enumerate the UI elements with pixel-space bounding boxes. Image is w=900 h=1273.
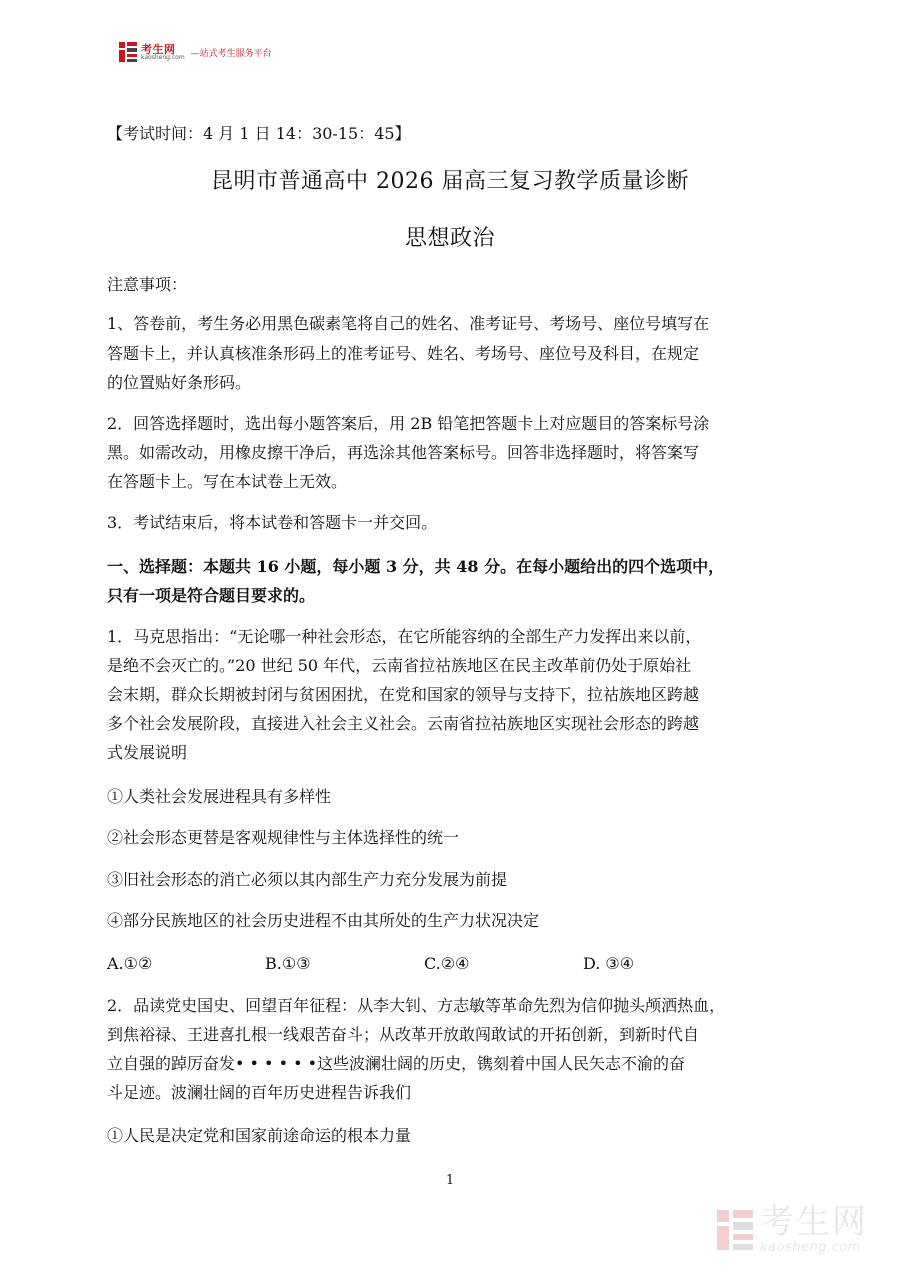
section-heading-line: 一、选择题：本题共 16 小题，每小题 3 分，共 48 分。在每小题给出的四个选项中， [107,557,725,576]
logo-name: 考生网 [141,42,176,56]
notice-heading: 注意事项： [107,275,188,294]
notice-item-2-line: 2．回答选择题时，选出每小题答案后，用 2B 铅笔把答题卡上对应题目的答案标号涂 [107,414,710,433]
logo-domain: kaosheng.com [141,53,185,61]
subject-title: 思想政治 [404,226,495,251]
notice-item-2-line: 黑。如需改动，用橡皮擦干净后，再选涂其他答案标号。回答非选择题时，将答案写 [107,443,700,462]
q1-option-a: A.①② [107,954,153,973]
q1-stem-line: 多个社会发展阶段，直接进入社会主义社会。云南省拉祜族地区实现社会形态的跨越 [107,714,700,733]
q1-statement: ④部分民族地区的社会历史进程不由其所处的生产力状况决定 [107,911,540,930]
notice-item-1-line: 的位置贴好条形码。 [107,373,252,392]
q1-statement: ③旧社会形态的消亡必须以其内部生产力充分发展为前提 [107,870,508,889]
q2-stem-line: 到焦裕禄、王进喜扎根一线艰苦奋斗；从改革开放敢闯敢试的开拓创新，到新时代自 [107,1025,700,1044]
kaosheng-logo-icon [118,41,138,63]
q1-stem-line: 式发展说明 [107,743,188,762]
q2-statement: ①人民是决定党和国家前途命运的根本力量 [107,1126,412,1145]
q1-stem-line: 会末期，群众长期被封闭与贫困困扰，在党和国家的领导与支持下，拉祜族地区跨越 [107,685,700,704]
q2-stem-line: 立自强的踔厉奋发• • • • • •这些波澜壮阔的历史，镌刻着中国人民矢志不渝的奋 [107,1054,686,1073]
q2-stem-line: 斗足迹。波澜壮阔的百年历史进程告诉我们 [107,1083,412,1102]
logo-text [141,44,185,61]
notice-item-3: 3．考试结束后，将本试卷和答题卡一并交回。 [107,513,438,532]
q2-stem-line: 2．品读党史国史、回望百年征程：从李大钊、方志敏等革命先烈为信仰抛头颅洒热血， [107,996,726,1015]
q1-stem-line: 1．马克思指出：“无论哪一种社会形态，在它所能容纳的全部生产力发挥出来以前， [107,627,702,646]
watermark [715,1202,868,1255]
q1-option-c: C.②④ [424,954,470,973]
header-logo[interactable] [118,40,272,64]
watermark-text [760,1202,868,1255]
watermark-logo-icon [715,1207,755,1253]
q1-option-d: D. ③④ [583,954,635,973]
notice-item-2-line: 在答题卡上。写在本试卷上无效。 [107,472,348,491]
notice-item-1-line: 1、答卷前，考生务必用黑色碳素笔将自己的姓名、准考证号、考场号、座位号填写在 [107,314,710,333]
watermark-name: 考生网 [760,1202,868,1242]
logo-slogan: —站式考生服务平台 [190,48,272,59]
q1-statement: ②社会形态更替是客观规律性与主体选择性的统一 [107,828,460,847]
exam-title: 昆明市普通高中 2026 届高三复习教学质量诊断 [211,169,689,194]
q1-option-b: B.①③ [265,954,311,973]
q1-stem-line: 是绝不会灭亡的。”20 世纪 50 年代，云南省拉祜族地区在民主改革前仍处于原始社 [107,656,692,675]
section-heading-line: 只有一项是符合题目要求的。 [107,586,316,605]
q1-statement: ①人类社会发展进程具有多样性 [107,787,332,806]
page-number: 1 [445,1173,455,1188]
notice-item-1-line: 答题卡上，并认真核准条形码上的准考证号、姓名、考场号、座位号及科目，在规定 [107,344,700,363]
watermark-domain: kaosheng.com [760,1240,861,1255]
exam-time: 【考试时间：4 月 1 日 14：30-15：45】 [107,124,411,143]
